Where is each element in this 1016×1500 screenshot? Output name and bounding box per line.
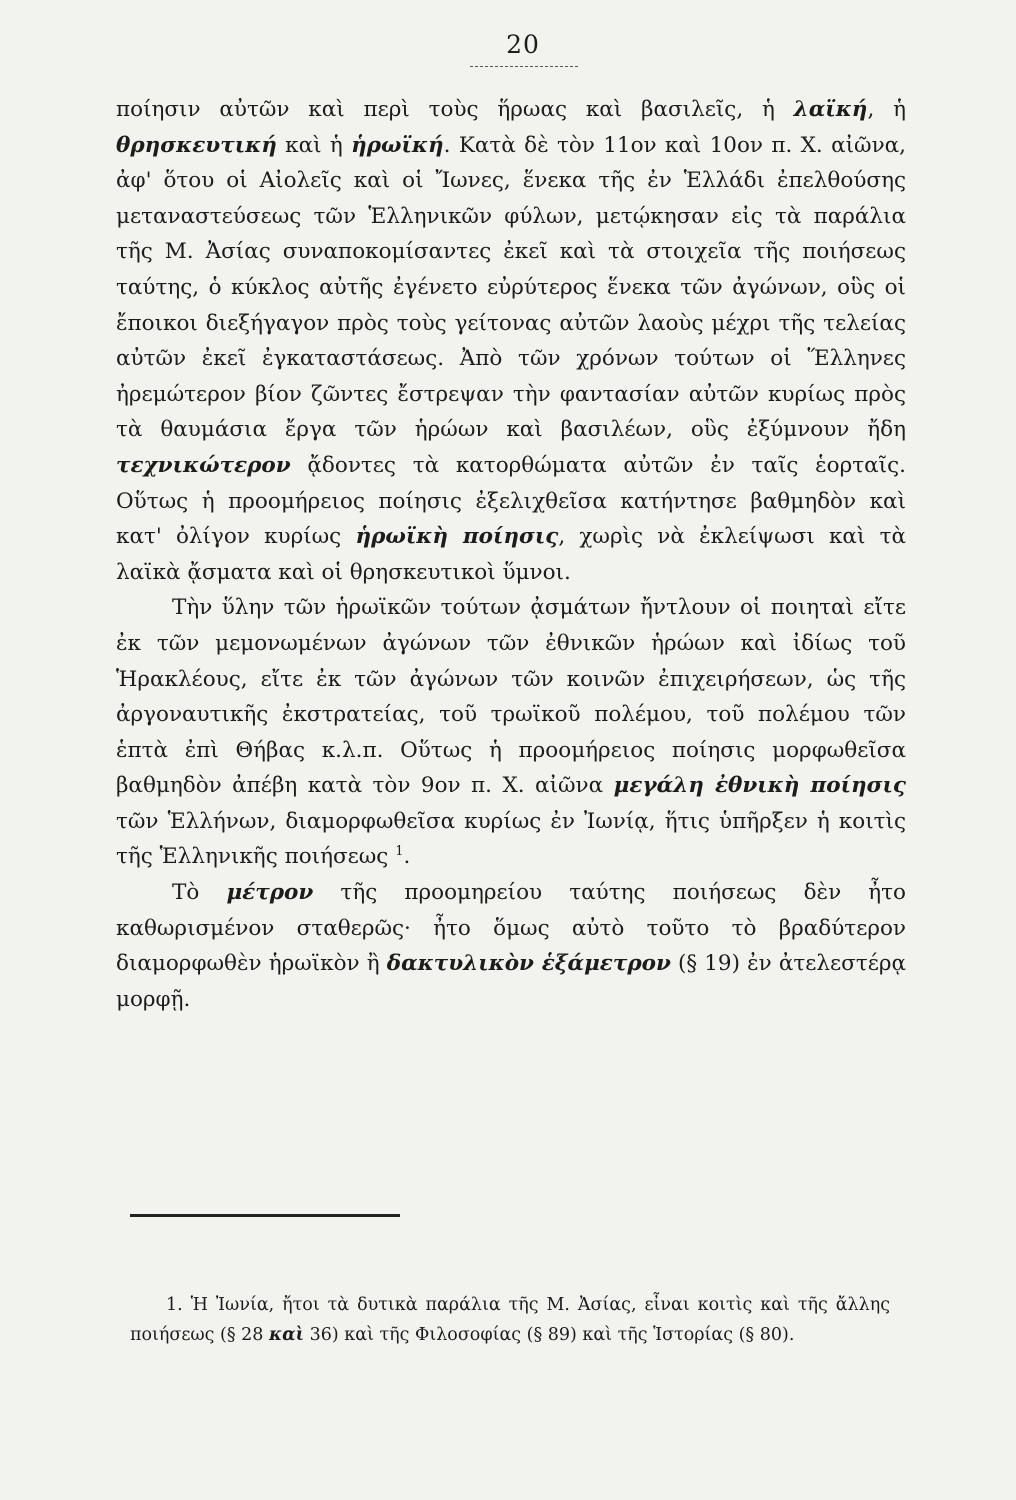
footnote-marker: 1. <box>166 1295 183 1315</box>
paragraph-2 <box>116 590 906 875</box>
footnote <box>130 1290 890 1350</box>
paragraph-3 <box>116 875 906 1017</box>
text-run: Τὸ <box>172 880 227 906</box>
header-divider <box>470 66 578 67</box>
text-run: . Κατὰ δὲ τὸν 11ον καὶ 10ον π. Χ. αἰῶνα, ἀφ' ὅτου οἱ Αἰολεῖς καὶ οἱ Ἴωνες, ἕνεκα τῆς ἐν Ἑλλάδι ἐπελθούσης μεταναστεύσεως τῶν Ἑλληνικῶν φύλων, μετῴκησαν εἰς τὰ παράλια τῆς Μ. Ἀσίας συναποκομίσαντες ἐκεῖ καὶ τὰ στοιχεῖα τῆς ποιήσεως ταύτης, ὁ κύκλος αὐτῆς ἐγένετο εὐρύτερος ἕνεκα τῶν ἀγώνων, οὓς οἱ ἔποικοι διεξήγαγον πρὸς τοὺς γείτονας αὐτῶν λαοὺς μέχρι τῆς τελείας αὐτῶν ἐκεῖ ἐγκαταστάσεως. Ἀπὸ τῶν χρόνων τούτων οἱ Ἕλληνες ἠρεμώτερον βίον ζῶντες ἔστρεψαν τὴν φαντασίαν αὐτῶν κυρίως πρὸς τὰ θαυμάσια ἔργα τῶν ἡρώων καὶ βασιλέων, οὓς ἐξύμνουν ἤδη <box>116 132 906 443</box>
emphasis-term: δακτυλικὸν ἑξάμετρον <box>386 951 671 977</box>
footnote-divider <box>130 1214 400 1217</box>
text-run: ποίησιν αὐτῶν καὶ περὶ τοὺς ἥρωας καὶ βασιλεῖς, ἡ <box>116 97 794 122</box>
emphasis-term: λαϊκή <box>793 97 868 122</box>
text-run: τῶν Ἑλλήνων, διαμορφωθεῖσα κυρίως ἐν Ἰωνίᾳ, ἥτις ὑπῆρξεν ἡ κοιτὶς τῆς Ἑλληνικῆς ποιήσεως <box>116 808 906 870</box>
emphasis-term: ἡρωϊκή <box>351 132 444 158</box>
text-run: καὶ ἡ <box>276 132 352 158</box>
text-run: 36) καὶ τῆς Φιλοσοφίας (§ 89) καὶ τῆς Ἱστορίας (§ 80). <box>304 1325 795 1345</box>
text-run: , ἡ <box>867 97 906 122</box>
paragraph-1 <box>116 92 906 590</box>
emphasis-term: θρησκευτική <box>116 132 277 158</box>
emphasis-term: μέτρον <box>226 880 314 906</box>
emphasis-term: ἡρωϊκὴ ποίησις <box>355 524 559 550</box>
text-run: . <box>403 844 411 870</box>
emphasis-term: μεγάλη ἐθνικὴ ποίησις <box>613 773 906 799</box>
text-run: , χωρὶς νὰ ἐκλείψωσι καὶ τὰ λαϊκὰ ᾄσματα καὶ οἱ θρησκευτικοὶ ὕμνοι. <box>116 524 907 585</box>
main-text <box>116 92 906 1017</box>
text-run: Τὴν ὕλην τῶν ἡρωϊκῶν τούτων ᾀσμάτων ἤντλουν οἱ ποιηταὶ εἴτε ἐκ τῶν μεμονωμένων ἀγώνων τῶν ἐθνικῶν ἡρώων καὶ ἰδίως τοῦ Ἡρακλέους, εἴτε ἐκ τῶν ἀγώνων τῶν κοινῶν ἐπιχειρήσεων, ὡς τῆς ἀργοναυτικῆς ἐκστρατείας, τοῦ τρωϊκοῦ πολέμου, τοῦ πολέμου τῶν ἑπτὰ ἐπὶ Θήβας κ.λ.π. Οὕτως ἡ προομήρειος ποίησις μορφωθεῖσα βαθμηδὸν ἀπέβη κατὰ τὸν 9ον π. Χ. αἰῶνα <box>116 595 906 799</box>
text-run: Ἡ Ἰωνία, ἤτοι τὰ δυτικὰ παράλια τῆς Μ. Ἀσίας, εἶναι κοιτὶς καὶ τῆς ἄλλης ποιήσεως (§ 28 <box>130 1295 890 1345</box>
text-run: ᾄδοντες τὰ κατορθώματα αὐτῶν ἐν ταῖς ἑορταῖς. Οὕτως ἡ προομήρειος ποίησις ἐξελιχθεῖσα κατήντησε βαθμηδὸν καὶ κατ' ὀλίγον κυρίως <box>116 452 906 550</box>
emphasis-term: τεχνικώτερον <box>116 452 291 478</box>
emphasis-term: καὶ <box>269 1325 305 1345</box>
page-number: 20 <box>506 30 540 59</box>
text-run: τῆς προομηρείου ταύτης ποιήσεως δὲν ἦτο καθωρισμένον σταθερῶς· ἦτο ὅμως αὐτὸ τοῦτο τὸ βραδύτερον διαμορφωθὲν ἡρωϊκὸν ἢ <box>116 880 907 977</box>
footnote-reference: 1 <box>395 844 404 860</box>
text-run: (§ 19) ἐν ἀτελεστέρᾳ μορφῇ. <box>116 951 907 1012</box>
